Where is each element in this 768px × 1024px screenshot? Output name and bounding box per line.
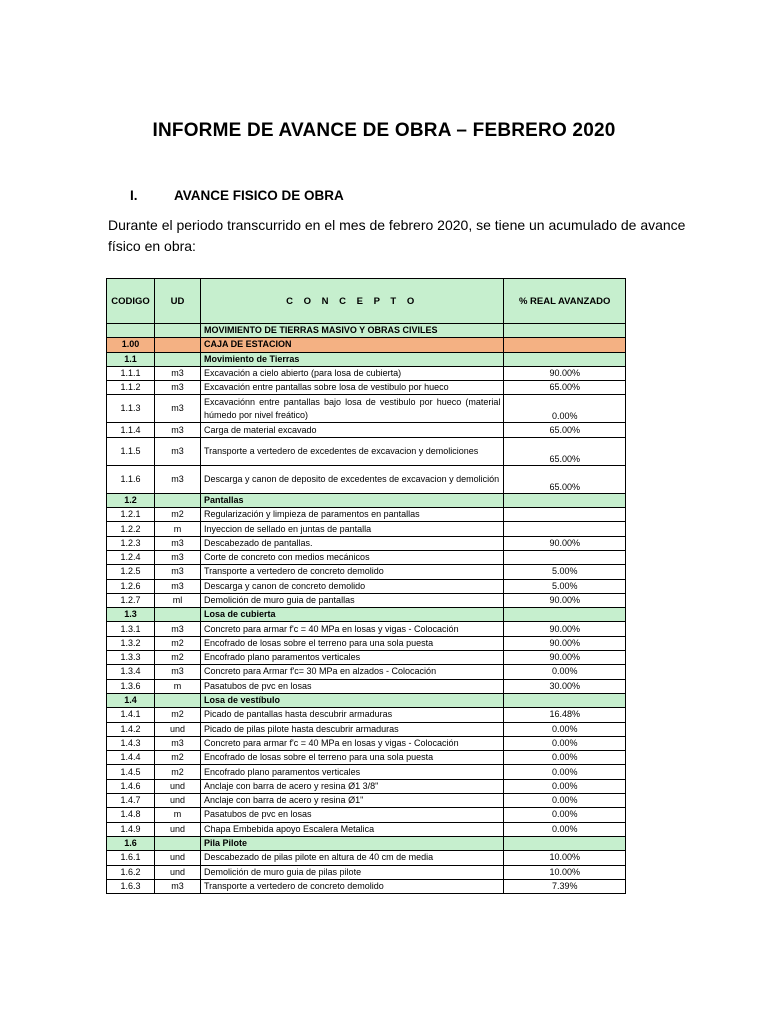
table-row <box>107 751 626 765</box>
cell-code: 1.3 <box>107 608 155 622</box>
cell-code: 1.3.1 <box>107 622 155 636</box>
cell-code: 1.2.5 <box>107 565 155 579</box>
cell-concept: Anclaje con barra de acero y resina Ø1" <box>200 794 503 808</box>
table-row <box>107 779 626 793</box>
cell-concept: Encofrado de losas sobre el terreno para una sola puesta <box>200 751 503 765</box>
cell-percent: 65.00% <box>504 437 626 465</box>
cell-concept: Encofrado de losas sobre el terreno para una sola puesta <box>200 636 503 650</box>
table-row <box>107 338 626 352</box>
cell-concept: Transporte a vertedero de concreto demolido <box>200 565 503 579</box>
table-row <box>107 608 626 622</box>
cell-unit <box>155 324 201 338</box>
cell-concept: Anclaje con barra de acero y resina Ø1 3/8" <box>200 779 503 793</box>
cell-code: 1.2.2 <box>107 522 155 536</box>
table-row <box>107 836 626 850</box>
cell-percent: 16.48% <box>504 708 626 722</box>
cell-code: 1.4.1 <box>107 708 155 722</box>
cell-unit: m3 <box>155 437 201 465</box>
table-row <box>107 508 626 522</box>
cell-code: 1.3.6 <box>107 679 155 693</box>
cell-percent <box>504 550 626 564</box>
cell-unit: m3 <box>155 565 201 579</box>
cell-code: 1.6.2 <box>107 865 155 879</box>
cell-concept: Picado de pantallas hasta descubrir armaduras <box>200 708 503 722</box>
cell-code: 1.6.3 <box>107 879 155 893</box>
cell-code: 1.3.2 <box>107 636 155 650</box>
header-codigo: CODIGO <box>107 279 155 324</box>
table-row <box>107 465 626 493</box>
cell-code: 1.00 <box>107 338 155 352</box>
cell-concept: Movimiento de Tierras <box>200 352 503 366</box>
cell-concept: Chapa Embebida apoyo Escalera Metalica <box>200 822 503 836</box>
table-row <box>107 851 626 865</box>
cell-percent: 5.00% <box>504 579 626 593</box>
cell-code: 1.1.5 <box>107 437 155 465</box>
header-porcentaje: % REAL AVANZADO <box>504 279 626 324</box>
table-row <box>107 423 626 437</box>
cell-unit <box>155 693 201 707</box>
cell-concept: Descabezado de pilas pilote en altura de 40 cm de media <box>200 851 503 865</box>
cell-unit: m <box>155 522 201 536</box>
cell-concept: Pasatubos de pvc en losas <box>200 679 503 693</box>
cell-unit <box>155 836 201 850</box>
progress-table <box>106 278 626 894</box>
cell-code: 1.1.3 <box>107 395 155 423</box>
cell-percent <box>504 836 626 850</box>
cell-concept: Carga de material excavado <box>200 423 503 437</box>
table-row <box>107 879 626 893</box>
cell-code: 1.1.2 <box>107 381 155 395</box>
intro-paragraph: Durante el periodo transcurrido en el mes de febrero 2020, se tiene un acumulado de avance físico en obra: <box>108 217 686 254</box>
cell-unit: m3 <box>155 879 201 893</box>
cell-code: 1.4.6 <box>107 779 155 793</box>
table-row <box>107 381 626 395</box>
cell-unit: und <box>155 779 201 793</box>
cell-code: 1.4.8 <box>107 808 155 822</box>
cell-code: 1.4.7 <box>107 794 155 808</box>
cell-percent <box>504 324 626 338</box>
table-row <box>107 593 626 607</box>
cell-code: 1.2.4 <box>107 550 155 564</box>
cell-concept: Demolición de muro guia de pantallas <box>200 593 503 607</box>
table-row <box>107 493 626 507</box>
cell-concept: Losa de vestíbulo <box>200 693 503 707</box>
table-row <box>107 352 626 366</box>
cell-percent: 10.00% <box>504 865 626 879</box>
cell-code: 1.4 <box>107 693 155 707</box>
cell-unit: m3 <box>155 366 201 380</box>
table-row <box>107 550 626 564</box>
cell-concept: Descarga y canon de concreto demolido <box>200 579 503 593</box>
table-row <box>107 808 626 822</box>
cell-percent: 5.00% <box>504 565 626 579</box>
cell-concept: Descabezado de pantallas. <box>200 536 503 550</box>
cell-percent: 0.00% <box>504 665 626 679</box>
cell-unit: m <box>155 808 201 822</box>
cell-percent: 65.00% <box>504 381 626 395</box>
cell-concept: Concreto para Armar f'c= 30 MPa en alzados - Colocación <box>200 665 503 679</box>
table-row <box>107 693 626 707</box>
table-row <box>107 437 626 465</box>
cell-code: 1.1.1 <box>107 366 155 380</box>
cell-unit: m2 <box>155 508 201 522</box>
table-body <box>107 324 626 894</box>
table-row <box>107 522 626 536</box>
cell-concept: MOVIMIENTO DE TIERRAS MASIVO Y OBRAS CIVILES <box>200 324 503 338</box>
cell-code: 1.4.4 <box>107 751 155 765</box>
table-row <box>107 736 626 750</box>
table-row <box>107 395 626 423</box>
cell-concept: Concreto para armar f'c = 40 MPa en losas y vigas - Colocación <box>200 736 503 750</box>
cell-code: 1.4.3 <box>107 736 155 750</box>
cell-code: 1.4.9 <box>107 822 155 836</box>
cell-concept: Picado de pilas pilote hasta descubrir armaduras <box>200 722 503 736</box>
cell-percent: 90.00% <box>504 366 626 380</box>
cell-percent: 0.00% <box>504 736 626 750</box>
cell-concept: Descarga y canon de deposito de excedentes de excavacion y demolición <box>200 465 503 493</box>
cell-percent: 10.00% <box>504 851 626 865</box>
cell-code: 1.3.4 <box>107 665 155 679</box>
cell-code: 1.2 <box>107 493 155 507</box>
table-row <box>107 665 626 679</box>
cell-percent <box>504 508 626 522</box>
cell-percent: 0.00% <box>504 751 626 765</box>
cell-percent: 0.00% <box>504 822 626 836</box>
cell-concept: Demolición de muro guia de pilas pilote <box>200 865 503 879</box>
cell-unit: m3 <box>155 395 201 423</box>
cell-unit: m3 <box>155 536 201 550</box>
cell-percent: 30.00% <box>504 679 626 693</box>
cell-unit <box>155 352 201 366</box>
table-row <box>107 822 626 836</box>
cell-unit: m2 <box>155 708 201 722</box>
cell-percent: 90.00% <box>504 536 626 550</box>
cell-unit: m3 <box>155 550 201 564</box>
cell-concept: Excavaciónn entre pantallas bajo losa de vestibulo por hueco (material húmedo por nivel freático) <box>200 395 503 423</box>
header-ud: UD <box>155 279 201 324</box>
cell-concept: Concreto para armar f'c = 40 MPa en losas y vigas - Colocación <box>200 622 503 636</box>
cell-percent <box>504 608 626 622</box>
cell-percent: 90.00% <box>504 593 626 607</box>
cell-percent <box>504 522 626 536</box>
table-row <box>107 536 626 550</box>
section-number: I. <box>130 188 138 203</box>
cell-code: 1.2.3 <box>107 536 155 550</box>
table-row <box>107 636 626 650</box>
cell-code: 1.6 <box>107 836 155 850</box>
table-row <box>107 765 626 779</box>
cell-code: 1.3.3 <box>107 651 155 665</box>
cell-percent: 90.00% <box>504 636 626 650</box>
cell-code: 1.1 <box>107 352 155 366</box>
cell-percent: 90.00% <box>504 622 626 636</box>
cell-code <box>107 324 155 338</box>
cell-concept: Transporte a vertedero de concreto demolido <box>200 879 503 893</box>
cell-percent: 7.39% <box>504 879 626 893</box>
cell-code: 1.2.1 <box>107 508 155 522</box>
cell-unit <box>155 493 201 507</box>
cell-unit: m2 <box>155 651 201 665</box>
table-row <box>107 579 626 593</box>
section-title: AVANCE FISICO DE OBRA <box>174 188 344 203</box>
table-row <box>107 865 626 879</box>
cell-concept: Encofrado plano paramentos verticales <box>200 765 503 779</box>
table-row <box>107 622 626 636</box>
cell-unit: m3 <box>155 423 201 437</box>
table-row <box>107 708 626 722</box>
cell-percent <box>504 493 626 507</box>
cell-unit: m2 <box>155 751 201 765</box>
cell-unit: m3 <box>155 579 201 593</box>
cell-concept: Pantallas <box>200 493 503 507</box>
cell-code: 1.1.4 <box>107 423 155 437</box>
table-row <box>107 722 626 736</box>
cell-unit: m3 <box>155 622 201 636</box>
cell-code: 1.2.7 <box>107 593 155 607</box>
cell-percent: 0.00% <box>504 794 626 808</box>
page-title: INFORME DE AVANCE DE OBRA – FEBRERO 2020 <box>152 120 616 141</box>
cell-unit: und <box>155 794 201 808</box>
cell-unit: m <box>155 679 201 693</box>
cell-unit: m2 <box>155 636 201 650</box>
cell-code: 1.4.5 <box>107 765 155 779</box>
cell-percent <box>504 338 626 352</box>
cell-percent: 0.00% <box>504 765 626 779</box>
cell-concept: CAJA DE ESTACION <box>200 338 503 352</box>
table-row <box>107 324 626 338</box>
cell-percent: 0.00% <box>504 395 626 423</box>
cell-percent: 90.00% <box>504 651 626 665</box>
header-concepto: C O N C E P T O <box>200 279 503 324</box>
cell-concept: Regularización y limpieza de paramentos en pantallas <box>200 508 503 522</box>
cell-concept: Pasatubos de pvc en losas <box>200 808 503 822</box>
cell-unit <box>155 608 201 622</box>
cell-unit: m3 <box>155 665 201 679</box>
cell-concept: Inyeccion de sellado en juntas de pantalla <box>200 522 503 536</box>
cell-unit: und <box>155 822 201 836</box>
cell-code: 1.1.6 <box>107 465 155 493</box>
table-row <box>107 651 626 665</box>
cell-unit: m3 <box>155 465 201 493</box>
cell-code: 1.4.2 <box>107 722 155 736</box>
cell-percent <box>504 693 626 707</box>
cell-code: 1.2.6 <box>107 579 155 593</box>
table-row <box>107 565 626 579</box>
cell-concept: Encofrado plano paramentos verticales <box>200 651 503 665</box>
cell-concept: Corte de concreto con medios mecánicos <box>200 550 503 564</box>
table-row <box>107 366 626 380</box>
cell-concept: Transporte a vertedero de excedentes de excavacion y demoliciones <box>200 437 503 465</box>
cell-concept: Losa de cubierta <box>200 608 503 622</box>
cell-unit: m2 <box>155 765 201 779</box>
cell-percent: 65.00% <box>504 465 626 493</box>
cell-percent: 0.00% <box>504 722 626 736</box>
cell-concept: Excavación entre pantallas sobre losa de vestibulo por hueco <box>200 381 503 395</box>
table-row <box>107 794 626 808</box>
cell-unit: ml <box>155 593 201 607</box>
cell-code: 1.6.1 <box>107 851 155 865</box>
cell-percent: 0.00% <box>504 779 626 793</box>
cell-unit: m3 <box>155 736 201 750</box>
cell-unit <box>155 338 201 352</box>
cell-unit: und <box>155 865 201 879</box>
cell-percent: 65.00% <box>504 423 626 437</box>
table-header-row <box>107 279 626 324</box>
cell-concept: Pila Pilote <box>200 836 503 850</box>
cell-percent <box>504 352 626 366</box>
cell-concept: Excavación a cielo abierto (para losa de cubierta) <box>200 366 503 380</box>
cell-unit: und <box>155 722 201 736</box>
cell-unit: und <box>155 851 201 865</box>
table-row <box>107 679 626 693</box>
cell-unit: m3 <box>155 381 201 395</box>
cell-percent: 0.00% <box>504 808 626 822</box>
